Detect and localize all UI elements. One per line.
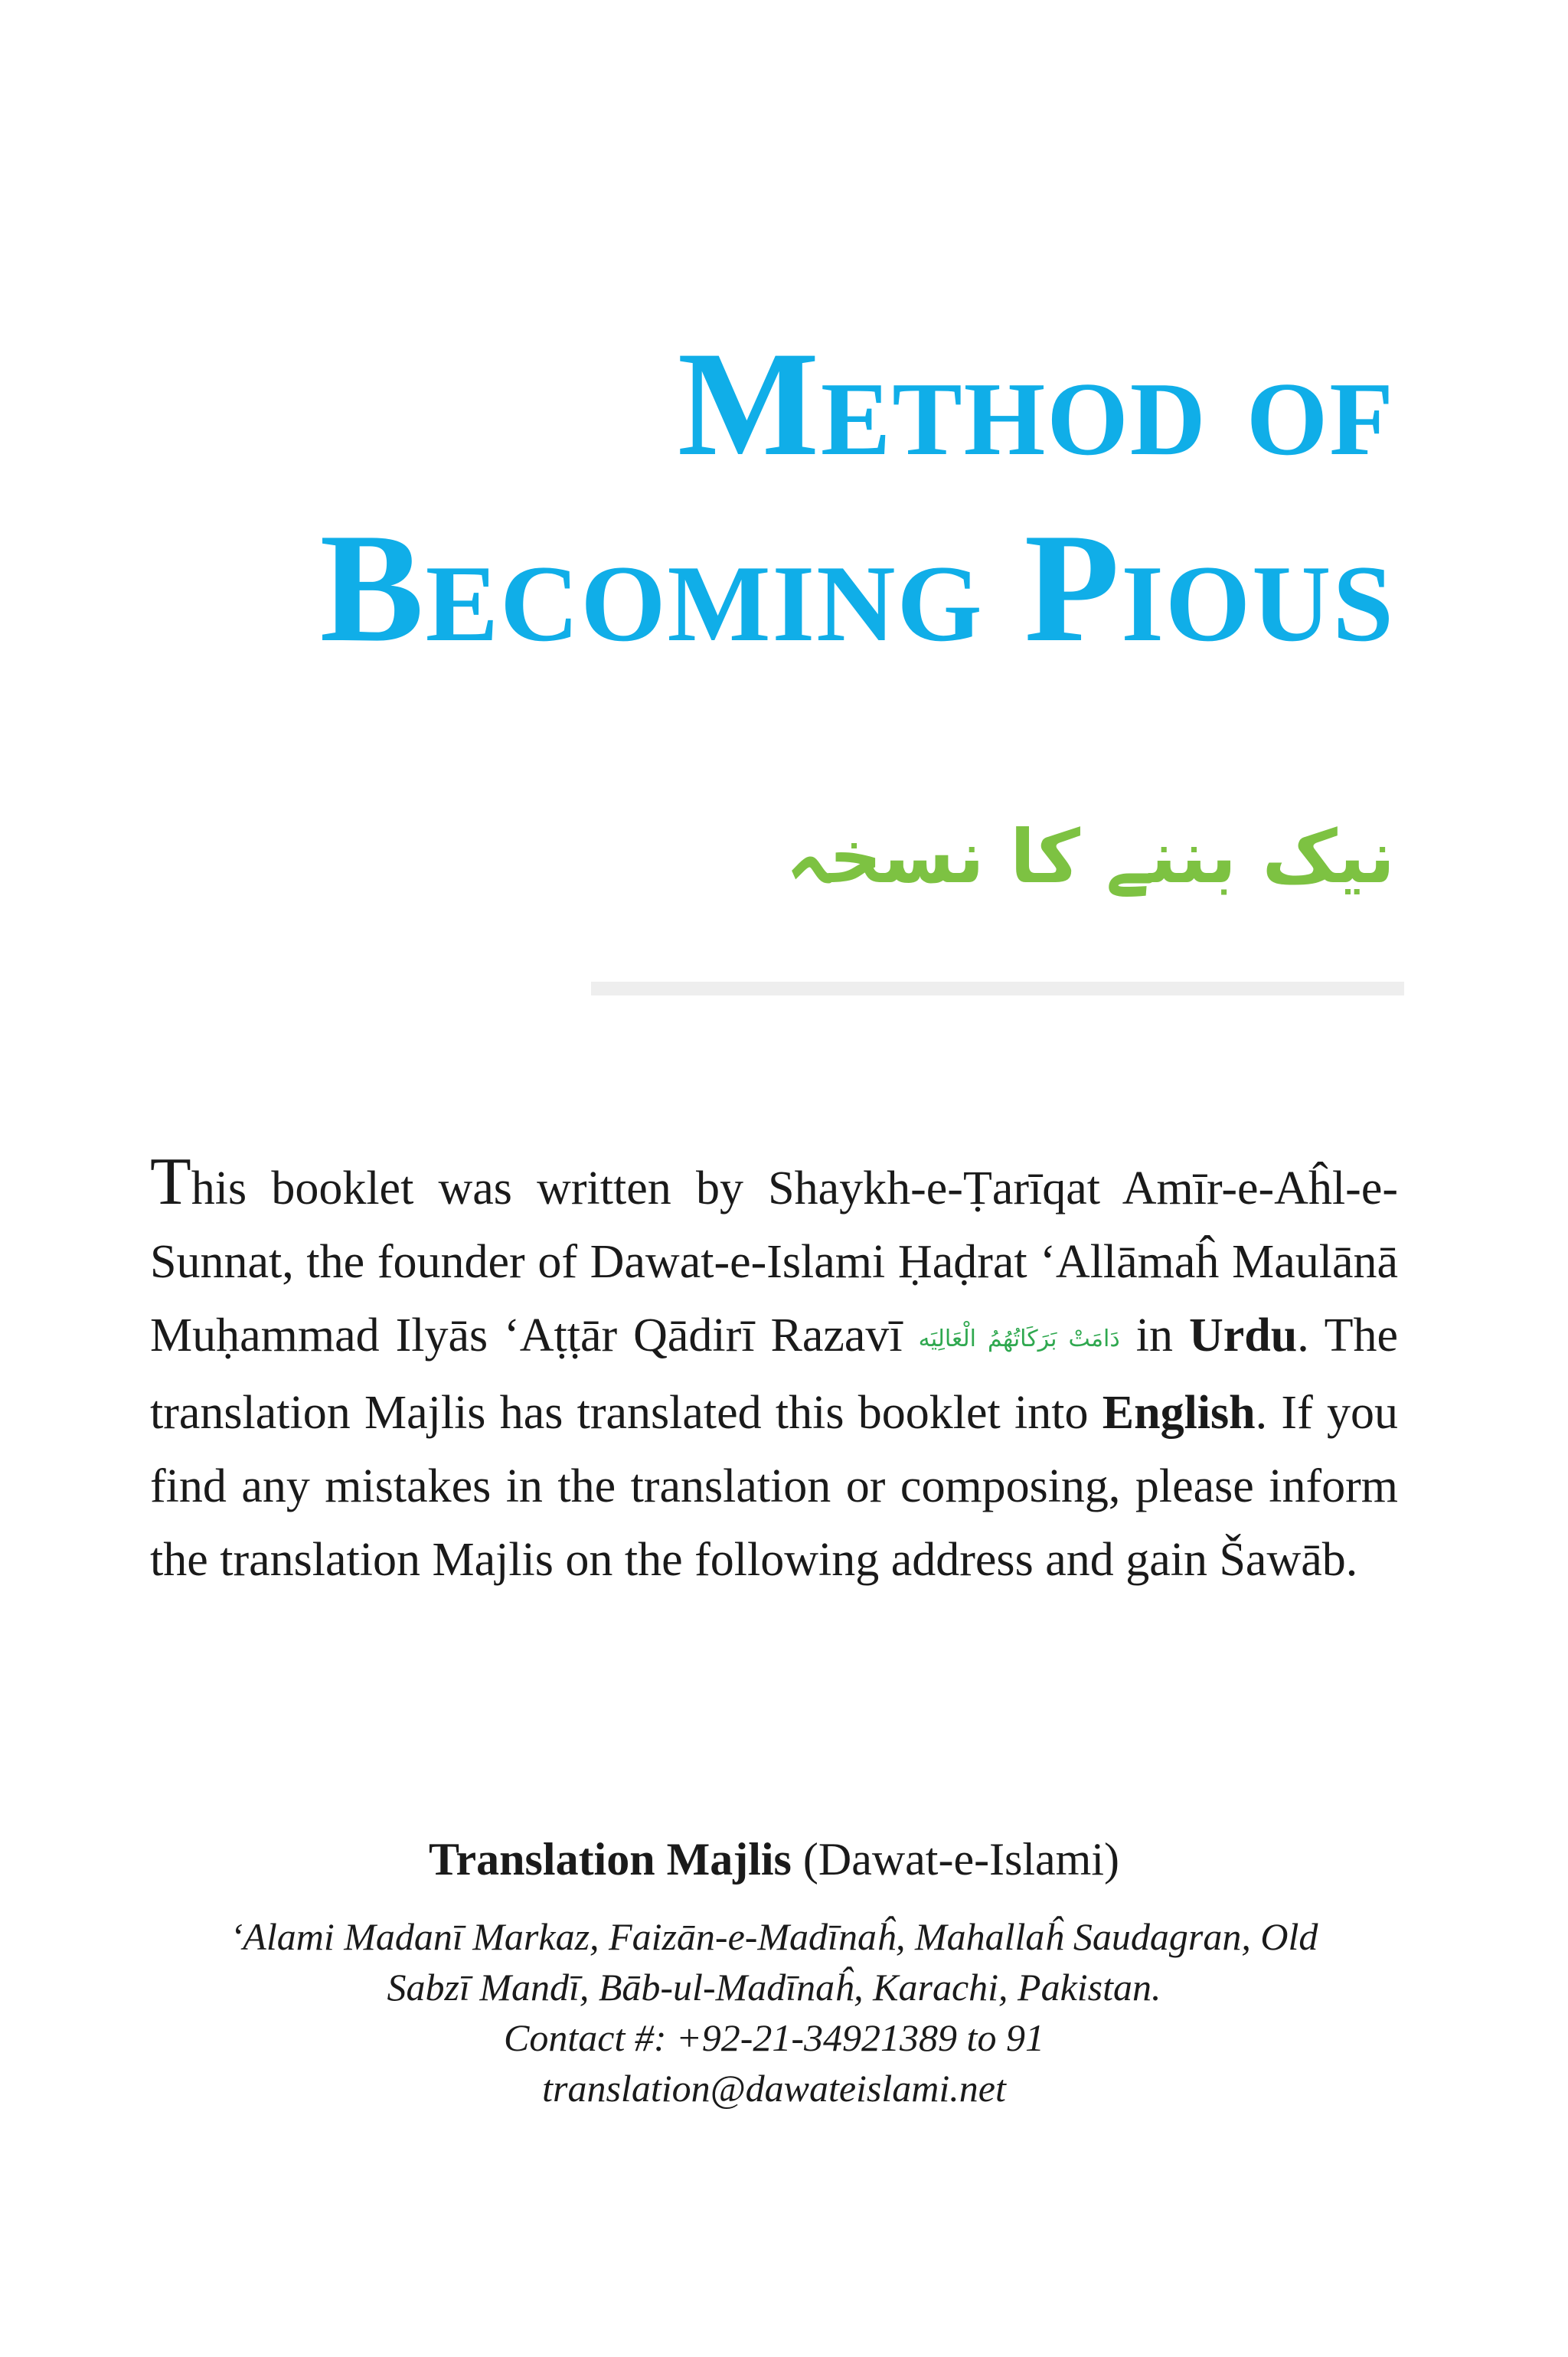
intro-bold-english: English [1102,1387,1256,1439]
book-title-line2: Becoming Pious [319,502,1395,675]
intro-bold-urdu: Urdu [1188,1309,1298,1362]
org-heading [150,1827,1398,1891]
address-line2: Sabzī Mandī, Bāb-ul-Madīnaĥ, Karachi, Pakistan. [387,1966,1161,2009]
urdu-title: نیک بننے کا نسخہ [786,814,1395,900]
intro-text-part3: . The translation Majlis has translated this booklet into [150,1309,1398,1439]
intro-paragraph [150,1145,1398,1597]
intro-dropcap: T [150,1145,191,1219]
contact-block [150,1827,1398,2113]
intro-text-part2: in [1119,1309,1189,1362]
address-block [150,1911,1398,2113]
title-divider [591,982,1404,995]
contact-phone: Contact #: +92-21-34921389 to 91 [504,2016,1044,2059]
contact-email[interactable]: translation@dawateislami.net [542,2067,1006,2110]
org-subtitle: (Dawat-e-Islami) [791,1834,1120,1885]
address-line1: ‘Alami Madanī Markaz, Faizān-e-Madīnaĥ, Mahallaĥ Saudagran, Old [230,1915,1318,1958]
org-name: Translation Majlis [428,1834,792,1885]
intro-text-part4: . If you find any mistakes in the translation or composing, please inform the translation Majlis on the following address and gain Šawāb. [150,1387,1398,1586]
dua-phrase: دَامَتْ بَرَكَاتُهُمُ الْعَالِيَه [918,1326,1120,1352]
book-title [93,321,1395,675]
intro-text-part1: his booklet was written by Shaykh-e-Ṭarīqat Amīr-e-Aĥl-e-Sunnat, the founder of Dawat-e-Islami Ḥaḍrat ‘Allāmaĥ Maulānā Muḥammad Ilyās ‘Aṭṭār Qādirī Razavī [150,1162,1398,1362]
book-title-line1: Method of [677,321,1395,487]
